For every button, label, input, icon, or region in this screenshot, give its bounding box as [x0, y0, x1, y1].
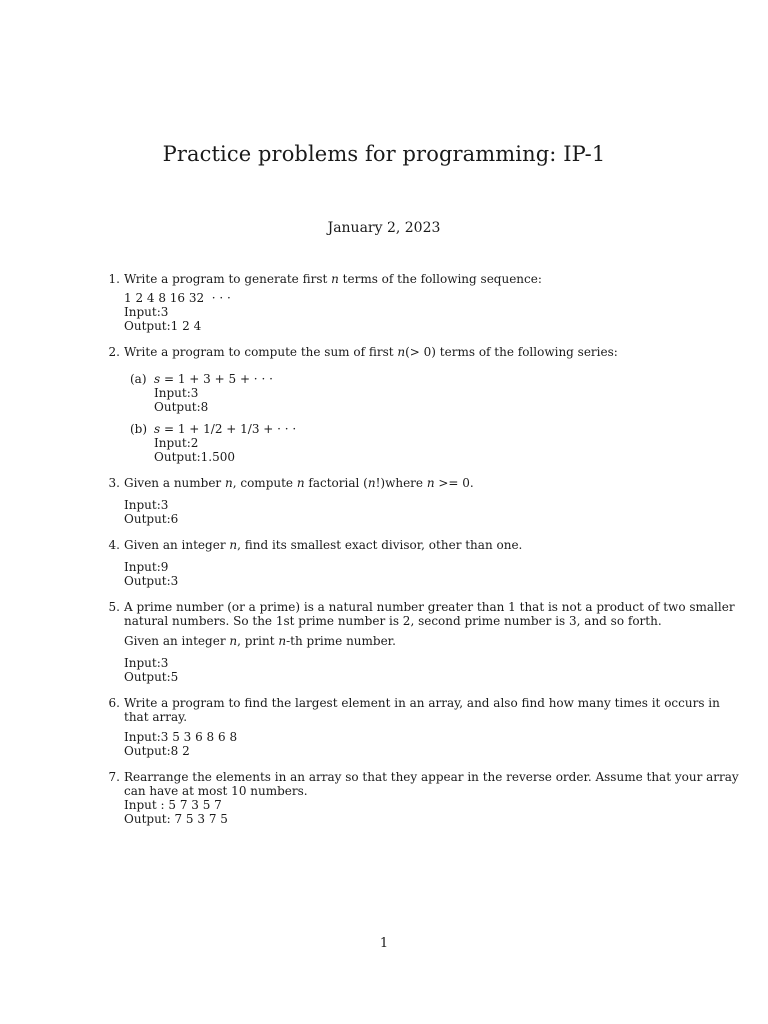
problem-1 — [104, 272, 684, 333]
problem-number: 7. — [108, 770, 120, 784]
problem-3 — [104, 476, 684, 526]
sample-input: Input:3 — [124, 498, 169, 512]
problem-statement: Write a program to compute the sum of first n(> 0) terms of the following series: — [124, 345, 618, 359]
problem-number: 3. — [108, 476, 120, 490]
statement-line: Write a program to find the largest element in an array, and also find how many times it occurs in — [124, 696, 720, 710]
statement-line: that array. — [124, 710, 188, 724]
statement-line: Rearrange the elements in an array so that they appear in the reverse order. Assume that your array — [124, 770, 739, 784]
sample-output: Output: 7 5 3 7 5 — [124, 812, 228, 826]
problem-number: 6. — [108, 696, 120, 710]
sample-input: Input : 5 7 3 5 7 — [124, 798, 222, 812]
sample-output: Output:5 — [124, 670, 179, 684]
sample-output: Output:8 2 — [124, 744, 190, 758]
problem-list — [104, 272, 739, 838]
sample-output: Output:6 — [124, 512, 179, 526]
sequence-line: 1 2 4 8 16 32 · · · — [124, 291, 231, 305]
problem-statement: Given a number n, compute n factorial (n!)where n >= 0. — [124, 476, 474, 490]
sample-input: Input:3 5 3 6 8 6 8 — [124, 730, 238, 744]
math-variable: n — [331, 272, 339, 286]
sample-output: Output:1 2 4 — [124, 319, 202, 333]
sample-input: Input:9 — [124, 560, 169, 574]
problem-number: 5. — [108, 600, 120, 614]
statement-line: natural numbers. So the 1st prime number is 2, second prime number is 3, and so forth. — [124, 614, 662, 628]
problem-2 — [104, 345, 684, 464]
problem-5 — [104, 600, 735, 684]
subpart-label: (b) — [130, 422, 148, 436]
sample-input: Input:3 — [154, 386, 199, 400]
page-number: 1 — [379, 936, 389, 951]
sample-output: Output:8 — [154, 400, 209, 414]
subpart-a — [124, 372, 684, 414]
problem-7 — [104, 770, 739, 826]
subpart-b — [124, 422, 684, 464]
sample-output: Output:3 — [124, 574, 179, 588]
sample-input: Input:2 — [154, 436, 199, 450]
statement-line: A prime number (or a prime) is a natural number greater than 1 that is not a product of two smaller — [124, 600, 735, 614]
document-date: January 2, 2023 — [327, 220, 441, 236]
sample-input: Input:3 — [124, 305, 169, 319]
problem-4 — [104, 538, 684, 588]
problem-task: Given an integer n, print n-th prime number. — [124, 634, 396, 648]
problem-number: 4. — [108, 538, 120, 552]
series-formula: s = 1 + 3 + 5 + · · · — [154, 372, 273, 386]
series-formula: s = 1 + 1/2 + 1/3 + · · · — [154, 422, 297, 436]
document-title: Practice problems for programming: IP-1 — [162, 142, 606, 166]
problem-number: 2. — [108, 345, 120, 359]
sample-input: Input:3 — [124, 656, 169, 670]
problem-statement: Given an integer n, find its smallest exact divisor, other than one. — [124, 538, 523, 552]
math-variable: n — [397, 345, 406, 359]
problem-6 — [104, 696, 720, 758]
sample-output: Output:1.500 — [154, 450, 236, 464]
problem-number: 1. — [108, 272, 120, 286]
statement-line: can have at most 10 numbers. — [124, 784, 308, 798]
subpart-label: (a) — [130, 372, 147, 386]
problem-statement: Write a program to generate first n terms of the following sequence: — [124, 272, 542, 286]
